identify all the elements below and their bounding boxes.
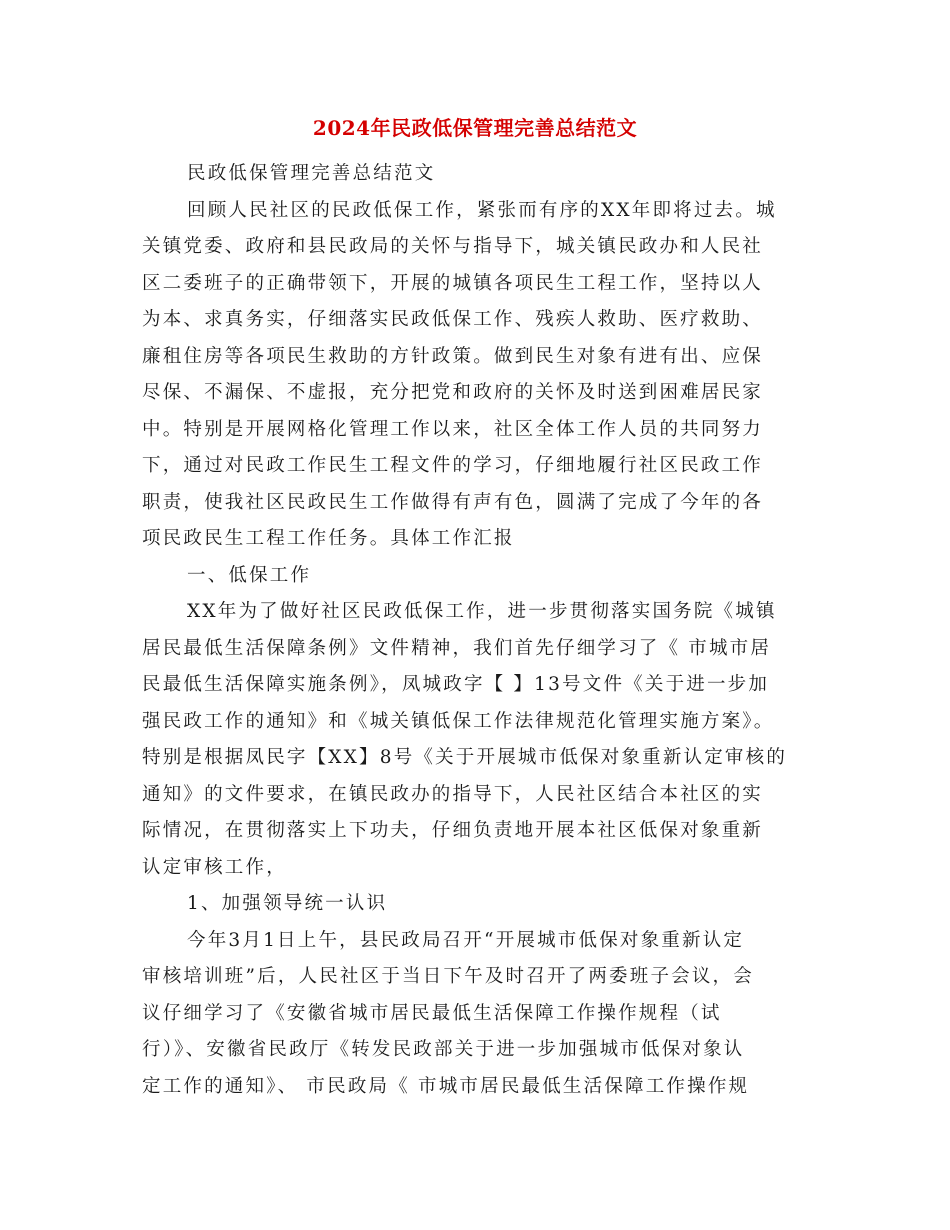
text-line: 关镇党委、政府和县民政局的关怀与指导下，城关镇民政办和人民社 <box>142 236 764 257</box>
text-line: 定工作的通知》、 市民政局《 市城市居民最低生活保障工作操作规 <box>142 1075 750 1097</box>
text-line: 特别是根据凤民字【XX】8号《关于开展城市低保对象重新认定审核的 <box>142 747 788 768</box>
text-line: 民最低生活保障实施条例》，凤城政字【 】13号文件《关于进一步加 <box>142 674 770 695</box>
text-line: 强民政工作的通知》和《城关镇低保工作法律规范化管理实施方案》。 <box>142 710 775 732</box>
text-line: 项民政民生工程工作任务。具体工作汇报 <box>142 528 515 549</box>
text-line: 中。特别是开展网格化管理工作以来，社区全体工作人员的共同努力 <box>142 418 764 440</box>
text-line: 民政低保管理完善总结范文 <box>187 163 436 184</box>
text-line: 职责，使我社区民政民生工作做得有声有色，圆满了完成了今年的各 <box>142 491 764 513</box>
document-body <box>142 156 808 1105</box>
text-line: 区二委班子的正确带领下，开展的城镇各项民生工程工作，坚持以人 <box>142 272 764 294</box>
text-line: 通知》的文件要求，在镇民政办的指导下，人民社区结合本社区的实 <box>142 783 764 805</box>
text-line: 认定审核工作， <box>142 856 287 878</box>
text-line: 行）》、安徽省民政厅《转发民政部关于进一步加强城市低保对象认 <box>142 1039 745 1060</box>
text-line: 议仔细学习了《安徽省城市居民最低生活保障工作操作规程（试 <box>142 1002 722 1024</box>
text-line: 为本、求真务实，仔细落实民政低保工作、残疾人救助、医疗救助、 <box>142 309 764 330</box>
text-line: 际情况，在贯彻落实上下功夫，仔细负责地开展本社区低保对象重新 <box>142 820 764 841</box>
text-line: 尽保、不漏保、不虚报，充分把党和政府的关怀及时送到困难居民家 <box>142 382 764 403</box>
text-line: 廉租住房等各项民生救助的方针政策。做到民生对象有进有出、应保 <box>142 345 764 367</box>
document-title: 2024年民政低保管理完善总结范文 <box>312 116 638 140</box>
text-line: 一、低保工作 <box>187 564 312 586</box>
text-line: 居民最低生活保障条例》文件精神，我们首先仔细学习了《 市城市居 <box>142 637 772 659</box>
text-line: 今年3月1日上午，县民政局召开“开展城市低保对象重新认定 <box>187 929 745 951</box>
text-line: XX年为了做好社区民政低保工作，进一步贯彻落实国务院《城镇 <box>187 601 777 622</box>
text-line: 审核培训班”后，人民社区于当日下午及时召开了两委班子会议，会 <box>142 966 754 987</box>
text-line: 下，通过对民政工作民生工程文件的学习，仔细地履行社区民政工作 <box>142 455 764 476</box>
text-line: 回顾人民社区的民政低保工作，紧张而有序的XX年即将过去。城 <box>187 199 777 221</box>
text-line: 1、加强领导统一认识 <box>187 893 388 914</box>
